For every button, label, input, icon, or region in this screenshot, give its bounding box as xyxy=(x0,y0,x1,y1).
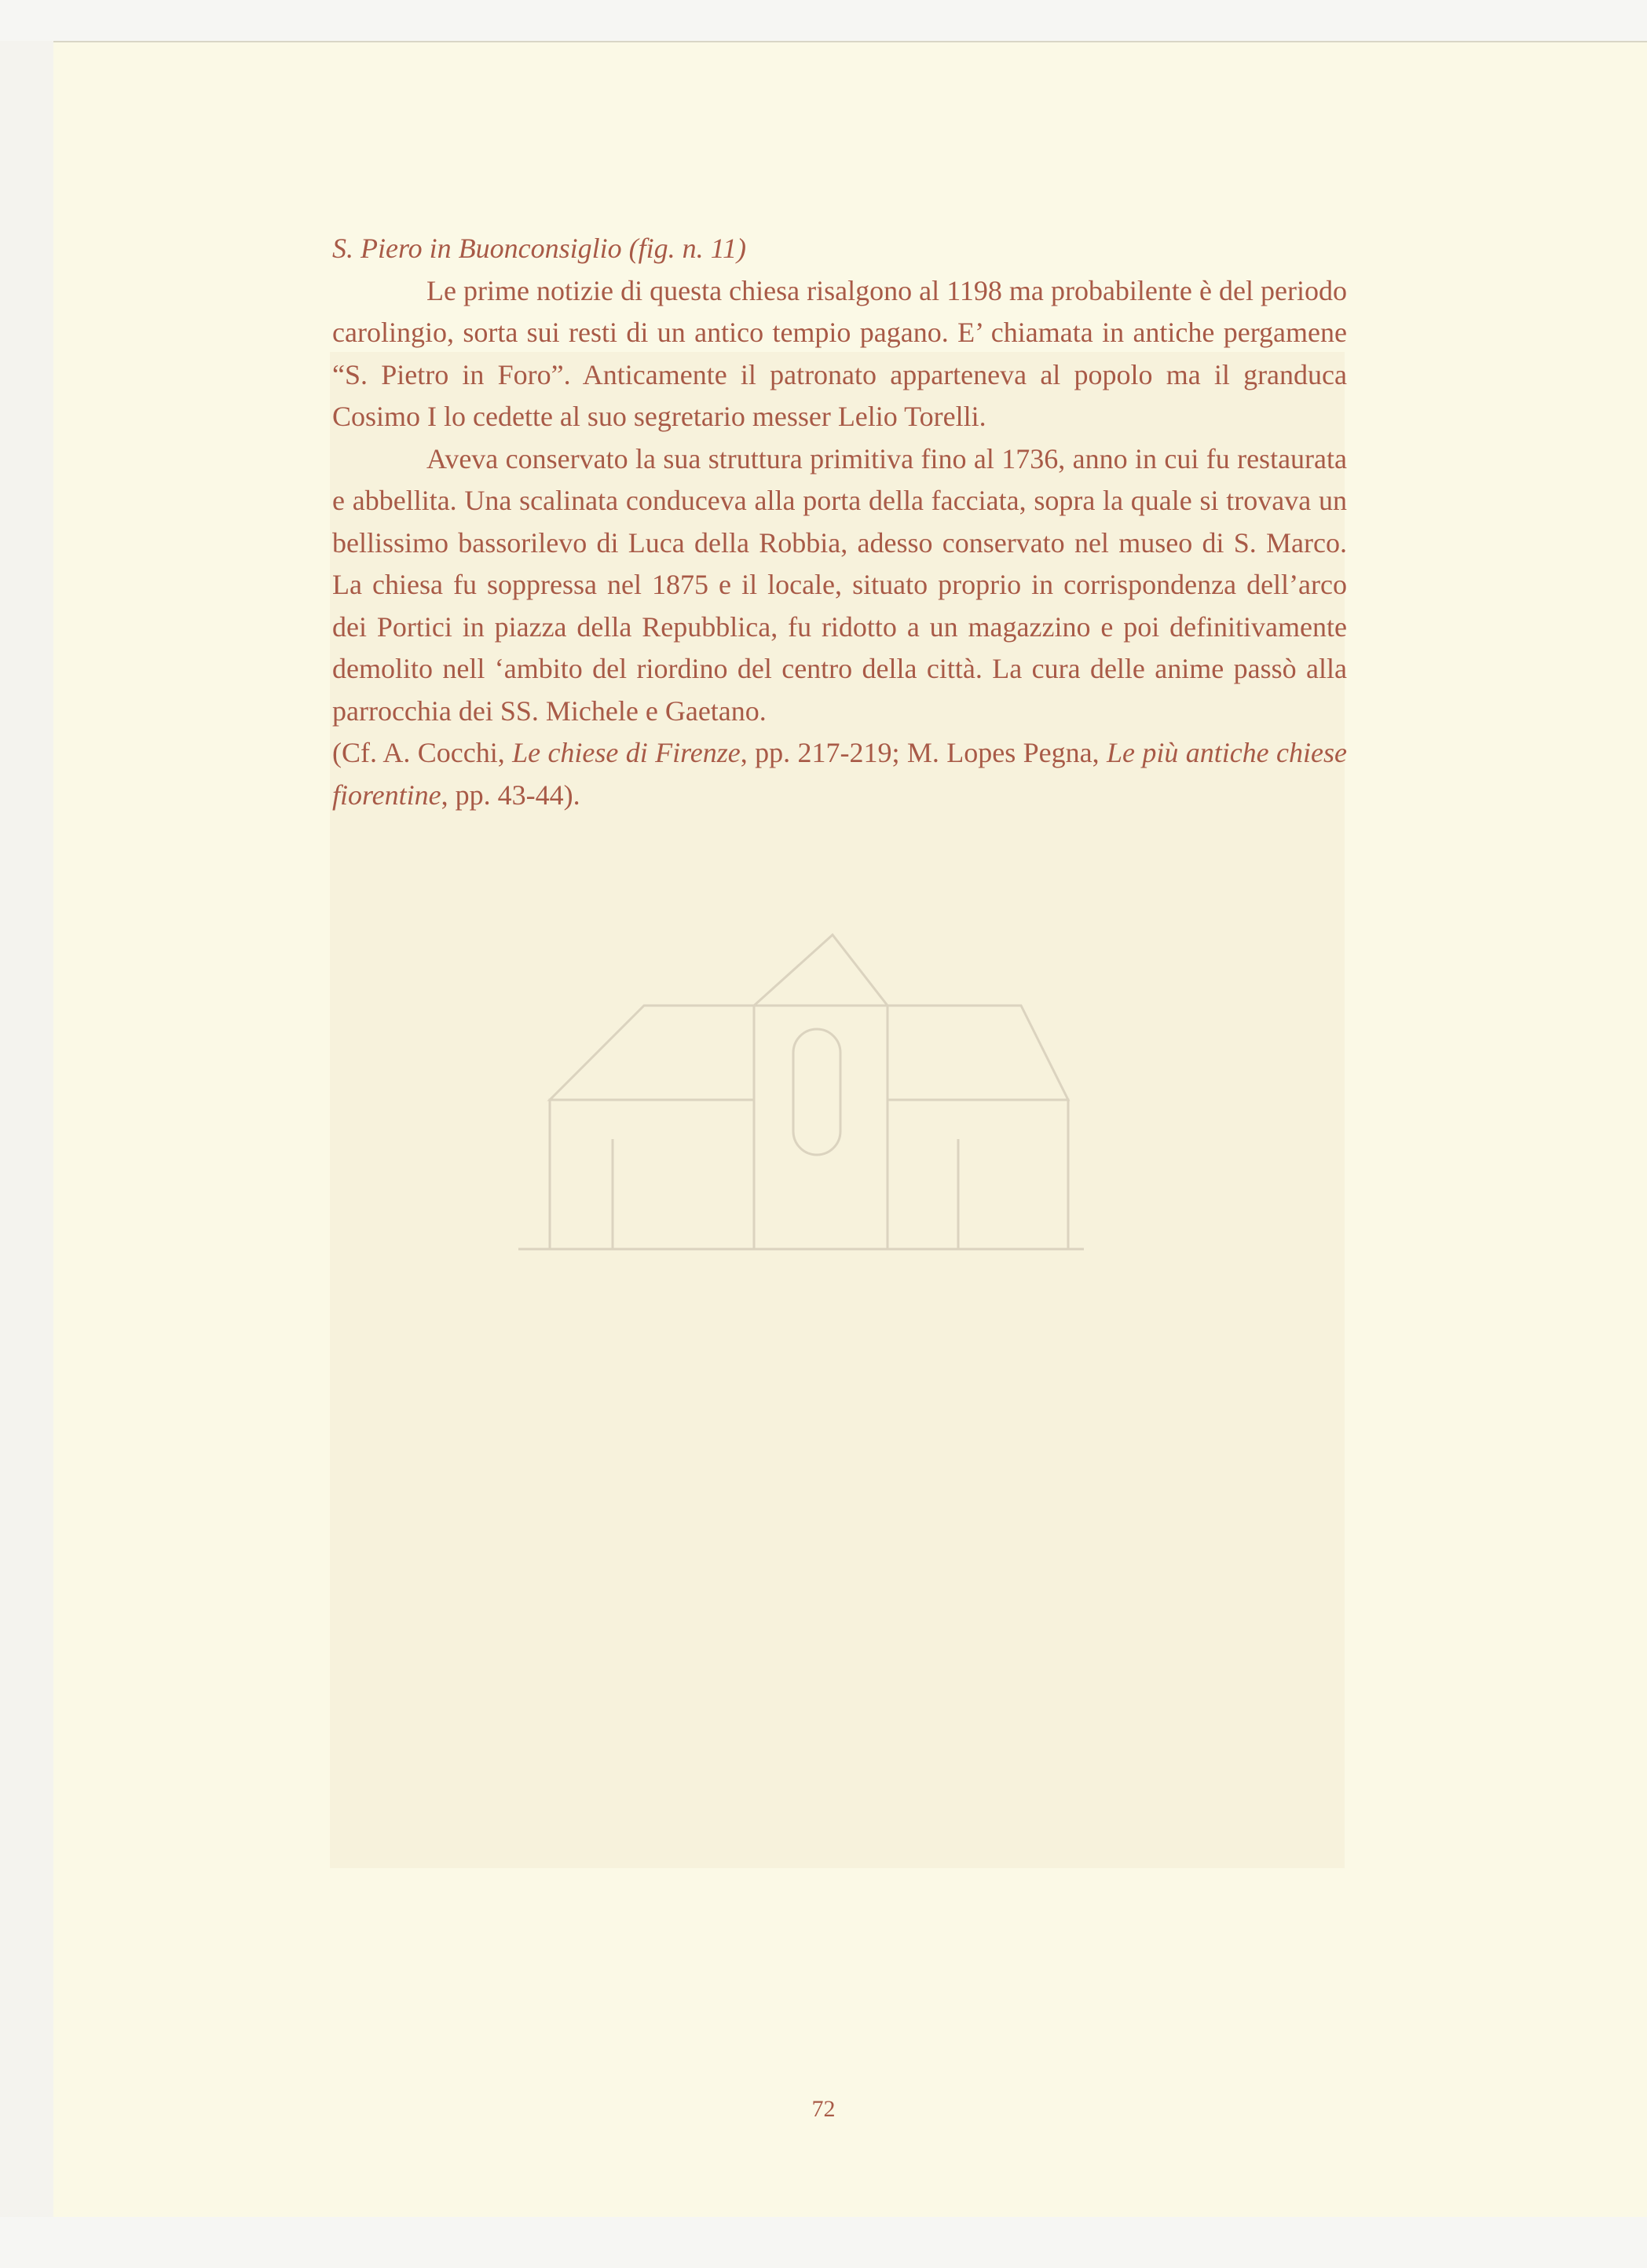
citation xyxy=(332,732,1347,816)
page-number: 72 xyxy=(811,2096,836,2122)
citation-middle: , pp. 217-219; M. Lopes Pegna, xyxy=(740,737,1107,768)
citation-title-2: Le più antiche chiese fiorentine xyxy=(332,737,1347,811)
scan-margin-top xyxy=(0,0,1647,41)
citation-suffix: , pp. 43-44). xyxy=(441,779,580,811)
document-text xyxy=(332,228,1347,816)
citation-title-1: Le chiese di Firenze xyxy=(512,737,741,768)
section-heading: S. Piero in Buonconsiglio (fig. n. 11) xyxy=(332,233,746,264)
church-sketch-image xyxy=(518,903,1084,1257)
paragraph-history: Le prime notizie di questa chiesa risalgono al 1198 ma probabilente è del periodo carolingio, sorta sui resti di un antico tempio pagano. E’ chiamata in antiche pergamene “S. Pietro in Foro”. Anticamente il patronato apparteneva al popolo ma il granduca Cosimo I lo cedette al suo segretario messer Lelio Torelli. xyxy=(332,274,1347,432)
citation-prefix: (Cf. A. Cocchi, xyxy=(332,737,513,768)
scan-margin-bottom xyxy=(0,2217,1647,2268)
paragraph-structure: Aveva conservato la sua struttura primitiva fino al 1736, anno in cui fu restaurata e abbellita. Una scalinata conduceva alla porta della facciata, sopra la quale si trovava un bellissimo bassorilevo di Luca della Robbia, adesso conservato nel museo di S. Marco. La chiesa fu soppressa nel 1875 e il locale, situato proprio in corrispondenza dell’arco dei Portici in piazza della Repubblica, fu ridotto a un magazzino e poi definitivamente demolito nell ‘ambito del riordino del centro della città. La cura delle anime passò alla parrocchia dei SS. Michele e Gaetano. xyxy=(332,442,1347,727)
